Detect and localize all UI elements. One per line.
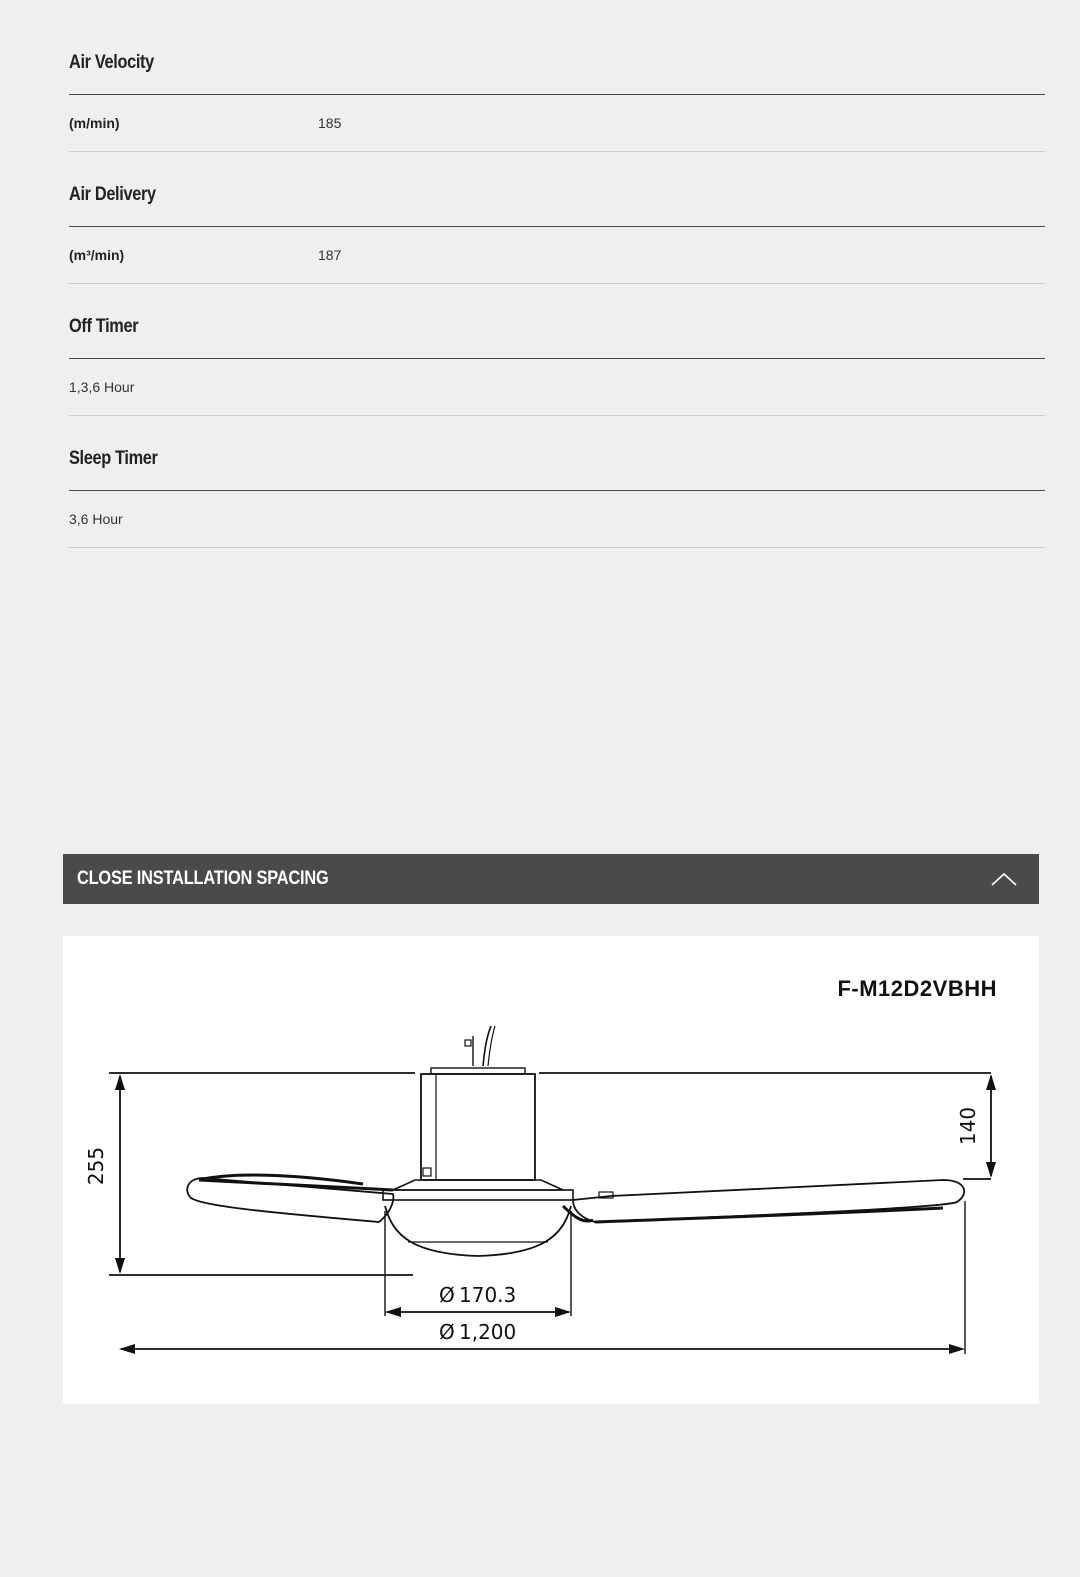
fan-dimension-drawing bbox=[63, 936, 1039, 1404]
spec-air-velocity bbox=[69, 0, 1045, 132]
sweep-diameter-value: 1,200 bbox=[459, 1320, 517, 1344]
diameter-symbol: Ø bbox=[439, 1320, 455, 1344]
diameter-symbol: Ø bbox=[439, 1283, 455, 1307]
installation-diagram bbox=[63, 936, 1039, 1404]
spec-off-timer bbox=[69, 264, 1045, 396]
spec-air-delivery bbox=[69, 132, 1045, 264]
spec-title: Sleep Timer bbox=[69, 448, 158, 469]
spec-unit-label: (m/min) bbox=[69, 115, 120, 131]
spec-value: 187 bbox=[318, 247, 342, 263]
spec-value: 1,3,6 Hour bbox=[69, 379, 135, 395]
spec-title: Off Timer bbox=[69, 316, 139, 337]
drop-value: 140 bbox=[956, 1106, 980, 1146]
motor-housing bbox=[421, 1074, 535, 1180]
spec-title: Air Delivery bbox=[69, 184, 156, 205]
spec-sleep-timer bbox=[69, 396, 1045, 528]
spec-row bbox=[69, 491, 1045, 547]
installation-spacing-label: CLOSE INSTALLATION SPACING bbox=[77, 868, 329, 889]
spec-title: Air Velocity bbox=[69, 52, 154, 73]
light-diameter-value: 170.3 bbox=[459, 1283, 517, 1307]
chevron-up-icon[interactable] bbox=[991, 871, 1017, 887]
light-dome bbox=[385, 1206, 571, 1256]
divider bbox=[69, 547, 1045, 548]
installation-spacing-toggle[interactable] bbox=[63, 854, 1039, 904]
spec-value: 185 bbox=[318, 115, 342, 131]
spec-value: 3,6 Hour bbox=[69, 511, 123, 527]
spec-list bbox=[69, 0, 1045, 528]
model-number: F-M12D2VBHH bbox=[837, 976, 997, 1001]
height-value: 255 bbox=[84, 1146, 108, 1186]
spec-unit-label: (m³/min) bbox=[69, 247, 125, 263]
